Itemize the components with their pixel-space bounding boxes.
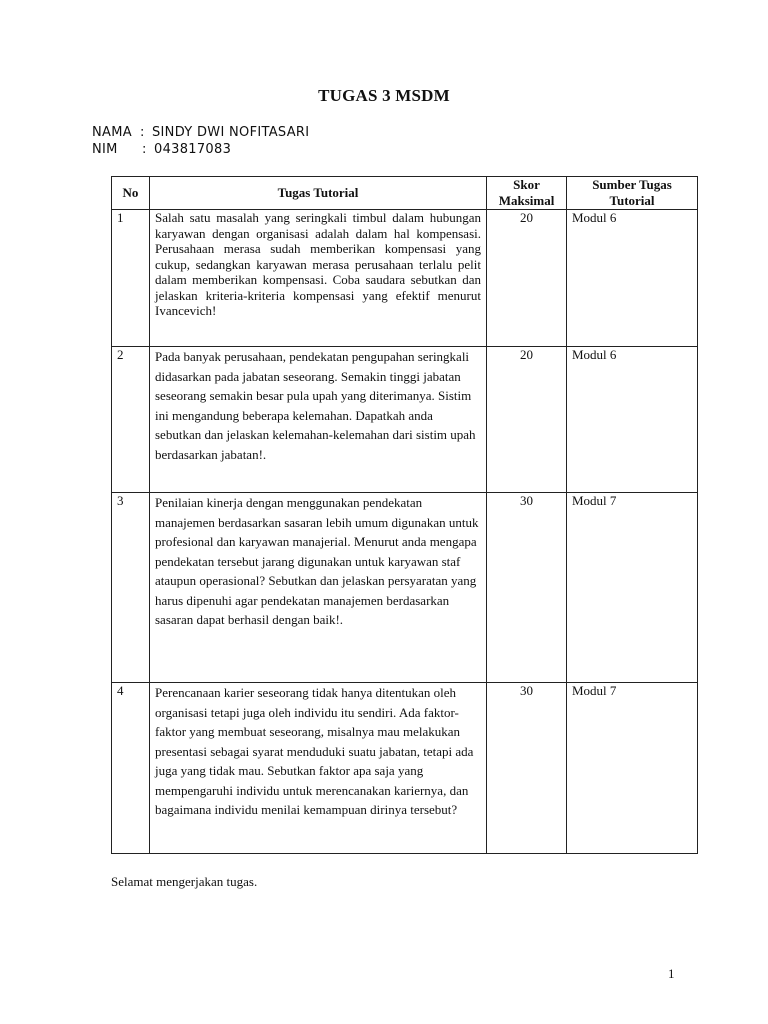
row-number: 4 xyxy=(112,683,150,854)
header-skor: Skor Maksimal xyxy=(487,177,567,210)
row-number: 1 xyxy=(112,210,150,347)
table-row xyxy=(112,347,698,493)
name-separator: : xyxy=(140,125,145,140)
page-number: 1 xyxy=(668,966,675,981)
table-row xyxy=(112,683,698,854)
row-number: 2 xyxy=(112,347,150,493)
header-no: No xyxy=(112,177,150,210)
task-source: Modul 7 xyxy=(567,493,698,683)
student-identity xyxy=(92,124,309,158)
header-task: Tugas Tutorial xyxy=(150,177,487,210)
nim-row xyxy=(92,141,309,158)
table-row xyxy=(112,493,698,683)
task-text: Salah satu masalah yang seringkali timbul dalam hubungan karyawan dengan organisasi adalah dalam hal kompensasi. Perusahaan merasa sudah memberikan kompensasi yang cukup, sedangkan karyawan merasa perusahaan terlalu pelit dalam memberikan kompensasi. Coba saudara sebutkan dan jelaskan kriteria-kriteria kompensasi yang efektif menurut Ivancevich! xyxy=(150,210,487,347)
name-row xyxy=(92,124,309,141)
nim-value: 043817083 xyxy=(154,142,232,157)
nim-separator: : xyxy=(142,142,147,157)
task-text: Pada banyak perusahaan, pendekatan pengupahan seringkali didasarkan pada jabatan seseorang. Semakin tinggi jabatan seseorang semakin besar pula upah yang diterimanya. Sistim ini mengandung beberapa kelemahan. Dapatkah anda sebutkan dan jelaskan kelemahan-kelemahan dari sistim upah berdasarkan jabatan!. xyxy=(150,347,487,493)
header-source: Sumber Tugas Tutorial xyxy=(567,177,698,210)
max-score: 30 xyxy=(487,683,567,854)
task-source: Modul 6 xyxy=(567,210,698,347)
task-text: Penilaian kinerja dengan menggunakan pendekatan manajemen berdasarkan sasaran lebih umum digunakan untuk profesional dan karyawan manajerial. Menurut anda mengapa pendekatan tersebut jarang digunakan untuk karyawan staf ataupun operasional? Sebutkan dan jelaskan persyaratan yang harus dipenuhi agar pendekatan manajemen berdasarkan sasaran dapat berhasil dengan baik!. xyxy=(150,493,487,683)
name-value: SINDY DWI NOFITASARI xyxy=(152,125,310,140)
row-number: 3 xyxy=(112,493,150,683)
max-score: 30 xyxy=(487,493,567,683)
table-row xyxy=(112,210,698,347)
nim-label: NIM xyxy=(92,142,118,157)
table-header-row xyxy=(112,177,698,210)
assignment-table xyxy=(111,176,698,854)
task-source: Modul 6 xyxy=(567,347,698,493)
task-text: Perencanaan karier seseorang tidak hanya ditentukan oleh organisasi tetapi juga oleh individu itu sendiri. Ada faktor-faktor yang membuat seseorang, misalnya mau melakukan presentasi sebagai syarat menduduki suatu jabatan, tetapi ada juga yang tidak mau. Sebutkan faktor apa saja yang mempengaruhi individu untuk merencanakan kariernya, dan bagaimana individu menilai kemampuan dirinya tersebut? xyxy=(150,683,487,854)
max-score: 20 xyxy=(487,210,567,347)
name-label: NAMA xyxy=(92,125,132,140)
closing-note: Selamat mengerjakan tugas. xyxy=(111,874,258,889)
page-title: TUGAS 3 MSDM xyxy=(318,86,450,105)
max-score: 20 xyxy=(487,347,567,493)
task-source: Modul 7 xyxy=(567,683,698,854)
